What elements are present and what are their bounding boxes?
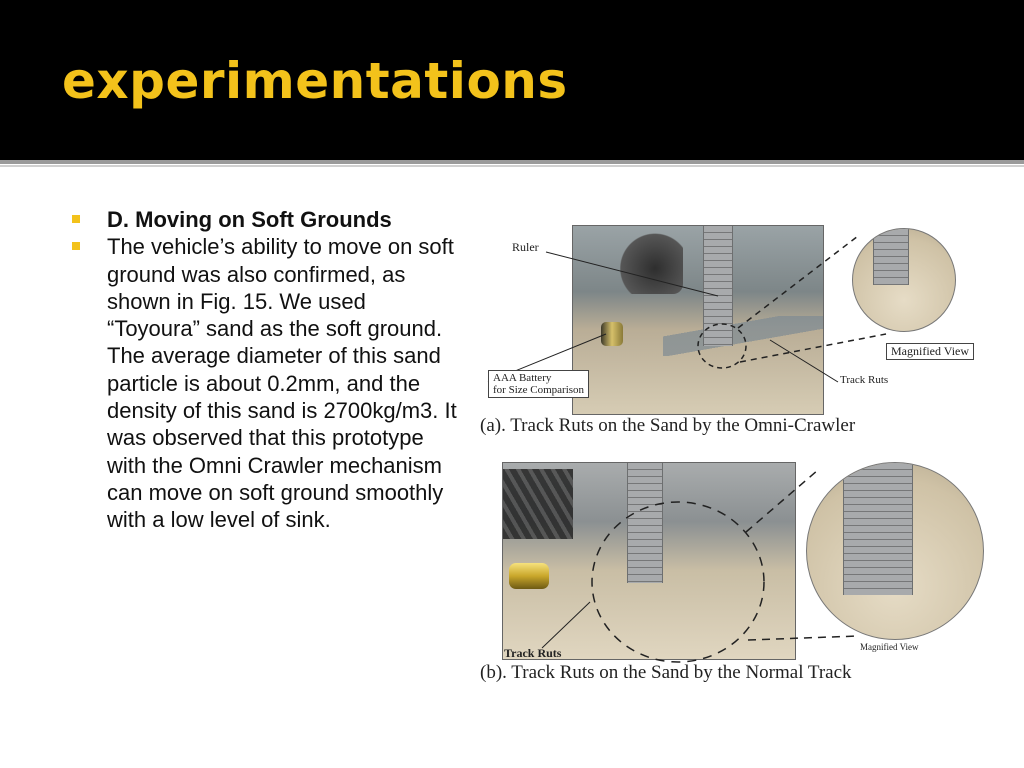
slide-title: experimentations <box>62 52 568 110</box>
caption-b: (b). Track Ruts on the Sand by the Normal Track <box>480 662 852 683</box>
label-track-ruts-b: Track Ruts <box>504 646 562 660</box>
bullet-square-icon <box>72 242 80 250</box>
bullet-text-heading: D. Moving on Soft Grounds <box>107 207 392 232</box>
bullet-item-body <box>72 233 464 533</box>
bullet-item-heading <box>72 206 464 233</box>
label-battery-box <box>488 370 589 398</box>
label-track-ruts-a: Track Ruts <box>840 374 889 386</box>
label-magnified-b: Magnified View <box>860 642 919 652</box>
label-magnified-a: Magnified View <box>886 343 974 360</box>
bullet-list <box>72 206 464 534</box>
figure-annotation-lines <box>478 222 998 692</box>
slide-header <box>0 0 1024 160</box>
bullet-text-body: The vehicle’s ability to move on soft ground was also confirmed, as shown in Fig. 15. We used “Toyoura” sand as the soft ground. The average diameter of this sand particle is about 0.2mm, and the density of this sand is 2700kg/m3. It was observed that this prototype with the Omni Crawler mechanism can move on soft ground smoothly with a low level of sink. <box>107 234 457 533</box>
header-divider-thin <box>0 165 1024 167</box>
caption-a: (a). Track Ruts on the Sand by the Omni-Crawler <box>480 415 856 436</box>
figure-15 <box>478 222 998 692</box>
label-battery-line2: for Size Comparison <box>493 384 585 396</box>
label-battery-line1: AAA Battery <box>493 372 552 384</box>
header-divider <box>0 160 1024 164</box>
label-ruler: Ruler <box>512 240 539 254</box>
bullet-square-icon <box>72 215 80 223</box>
